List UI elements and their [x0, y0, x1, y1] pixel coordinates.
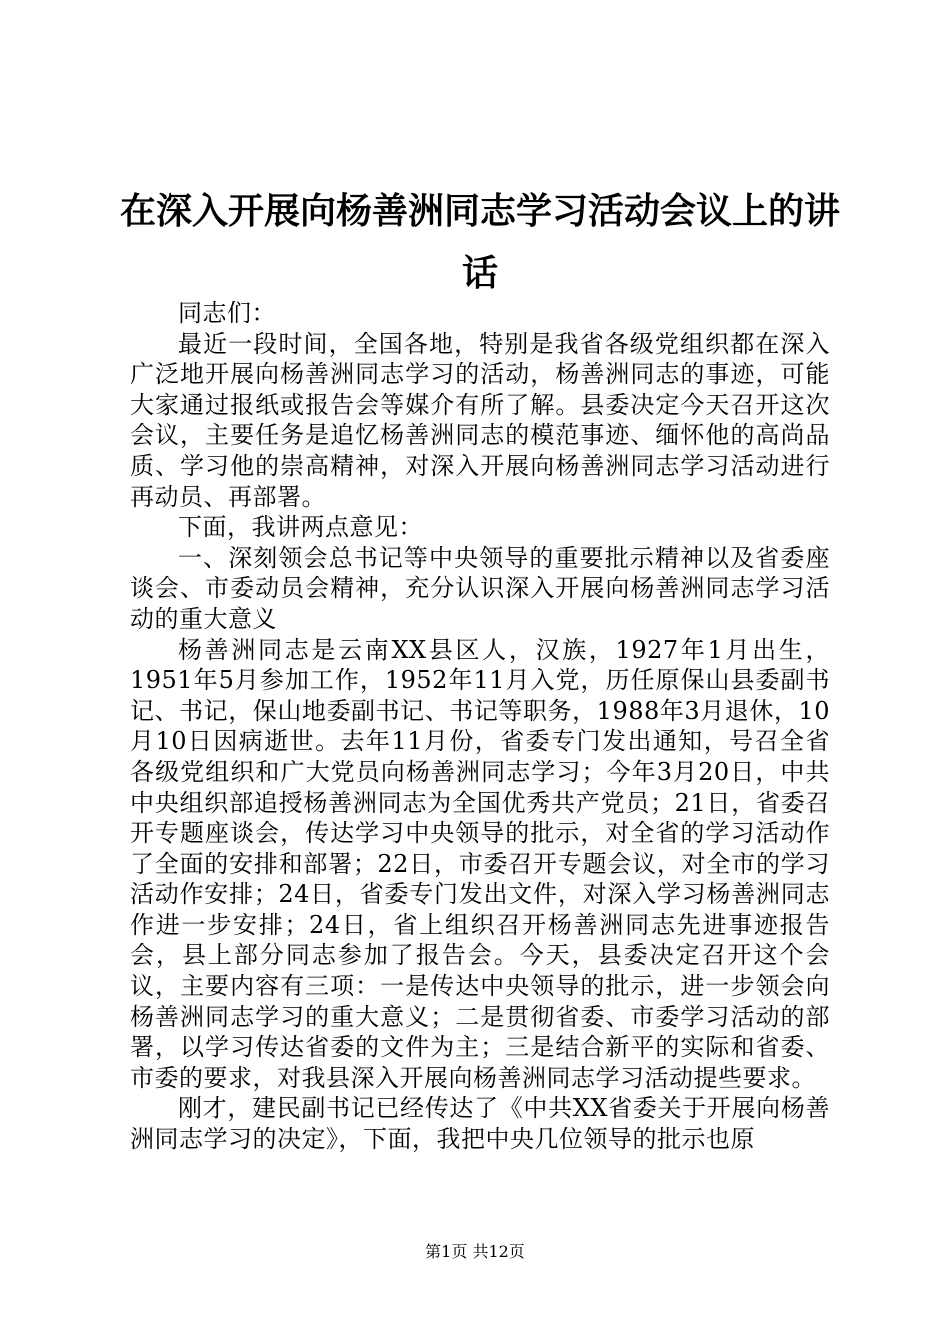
greeting-paragraph: 同志们：: [178, 299, 276, 327]
intro-paragraph: 最近一段时间，全国各地，特别是我省各级党组织都在深入广泛地开展向杨善洲同志学习的活动，杨善洲同志的事迹，可能大家通过报纸或报告会等媒介有所了解。县委决定今天召开这次会议，主要任务是追忆杨善洲同志的模范事迹、缅怀他的高尚品质、学习他的崇高精神，对深入开展向杨善洲同志学习活动进行再动员、再部署。: [130, 329, 830, 511]
document-body: [130, 298, 830, 1155]
points-intro-paragraph: 下面，我讲两点意见：: [178, 513, 423, 542]
document-title: 在深入开展向杨善洲同志学习活动会议上的讲话: [120, 190, 841, 294]
page-footer: 第1页 共12页: [425, 1242, 525, 1261]
biography-paragraph: 杨善洲同志是云南XX县区人，汉族，1927年1月出生，1951年5月参加工作，1952年11月入党，历任原保山县委副书记、书记，保山地委副书记、书记等职务，1988年3月退休，10月10日因病逝世。去年11月份，省委专门发出通知，号召全省各级党组织和广大党员向杨善洲同志学习；今年3月20日，中共中央组织部追授杨善洲同志为全国优秀共产党员；21日，省委召开专题座谈会，传达学习中央领导的批示，对全省的学习活动作了全面的安排和部署；22日，市委召开专题会议，对全市的学习活动作安排；24日，省委专门发出文件，对深入学习杨善洲同志作进一步安排；24日，省上组织召开杨善洲同志先进事迹报告会，县上部分同志参加了报告会。今天，县委决定召开这个会议，主要内容有三项：一是传达中央领导的批示，进一步领会向杨善洲同志学习的重大意义；二是贯彻省委、市委学习活动的部署，以学习传达省委的文件为主；三是结合新平的实际和省委、市委的要求，对我县深入开展向杨善洲同志学习活动提些要求。: [130, 635, 830, 1092]
closing-paragraph: 刚才，建民副书记已经传达了《中共XX省委关于开展向杨善洲同志学习的决定》，下面，我把中央几位领导的批示也原: [130, 1094, 830, 1154]
section-heading-1: 一、深刻领会总书记等中央领导的重要批示精神以及省委座谈会、市委动员会精神，充分认识深入开展向杨善洲同志学习活动的重大意义: [130, 543, 830, 633]
